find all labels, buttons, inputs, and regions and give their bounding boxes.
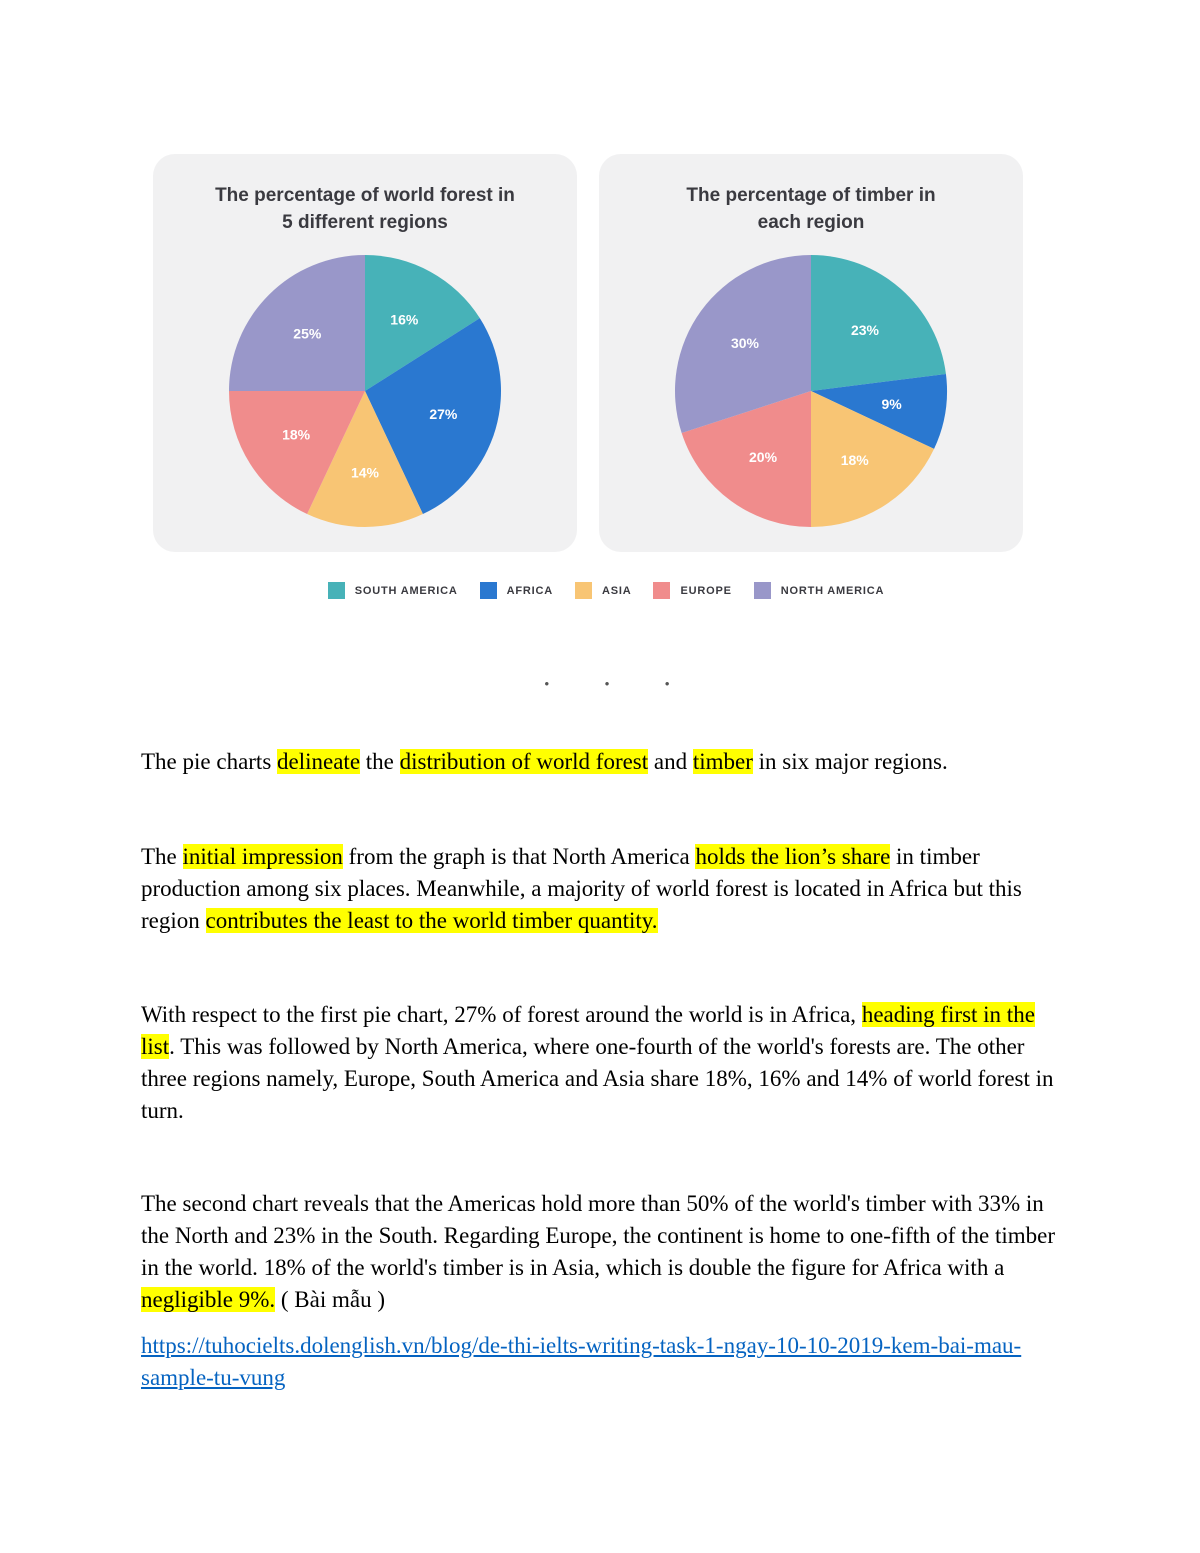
text: in six major regions. — [752, 749, 948, 774]
chart-legend — [0, 582, 1200, 599]
slice-label-africa: 27% — [429, 405, 458, 422]
highlighted-phrase: negligible 9%. — [141, 1287, 276, 1312]
text: from the graph is that North America — [342, 844, 696, 869]
legend-item-europe — [653, 582, 731, 599]
text: The pie charts — [141, 749, 278, 774]
highlighted-phrase: delineate — [277, 749, 361, 774]
slice-label-south-america: 16% — [390, 311, 419, 328]
timber-chart-card — [599, 154, 1023, 552]
legend-item-asia — [575, 582, 631, 599]
timber-pie-chart — [599, 154, 1023, 552]
paragraph-intro — [141, 746, 1066, 778]
text: ( Bài mẫu ) — [275, 1287, 385, 1312]
text: The second chart reveals that the Americas hold more than 50% of the world's timber with 33% in the North and 23% in the South. Regarding Europe, the continent is home to one-fifth of the timber in the world. 18% of the world's timber is in Asia, which is double the figure for Africa with a — [141, 1191, 1056, 1280]
forest-chart-card — [153, 154, 577, 552]
text: With respect to the first pie chart, 27% of forest around the world is in Africa, — [141, 1002, 862, 1027]
legend-label: ASIA — [602, 584, 632, 597]
highlighted-phrase: timber — [692, 749, 753, 774]
forest-pie-chart — [153, 154, 577, 552]
forest-chart-title-line1: The percentage of world forest in — [215, 185, 515, 206]
pie-slice-north-america — [229, 255, 365, 391]
source-link[interactable]: https://tuhocielts.dolenglish.vn/blog/de-thi-ielts-writing-task-1-ngay-10-10-2019-kem-bai-mau-sample-tu-vung — [141, 1333, 1022, 1390]
legend-swatch — [653, 582, 670, 599]
legend-label: EUROPE — [680, 584, 732, 597]
timber-chart-title-line1: The percentage of timber in — [686, 185, 936, 206]
legend-swatch — [328, 582, 345, 599]
legend-item-africa — [480, 582, 553, 599]
source-paragraph — [141, 1330, 1066, 1394]
legend-item-south-america — [328, 582, 458, 599]
legend-swatch — [754, 582, 771, 599]
slice-label-asia: 18% — [840, 451, 869, 468]
slice-label-europe: 18% — [282, 426, 311, 443]
slice-label-africa: 9% — [881, 395, 902, 412]
slice-label-south-america: 23% — [850, 321, 879, 338]
legend-item-north-america — [754, 582, 885, 599]
slice-label-north-america: 30% — [730, 335, 759, 352]
text: . This was followed by North America, where one-fourth of the world's forests are. The other three regions namely, Europe, South America and Asia share 18%, 16% and 14% of world forest in turn. — [141, 1034, 1054, 1123]
text: and — [648, 749, 693, 774]
text: The — [141, 844, 183, 869]
legend-label: NORTH AMERICA — [780, 584, 885, 597]
highlighted-phrase: initial impression — [182, 844, 343, 869]
text: in timber production among six places. Meanwhile, a majority of world forest is located in Africa but this region — [141, 844, 1022, 933]
highlighted-phrase: distribution of world forest — [399, 749, 649, 774]
highlighted-phrase: holds the lion’s share — [695, 844, 891, 869]
legend-label: SOUTH AMERICA — [354, 584, 458, 597]
paragraph-overview — [141, 841, 1066, 937]
legend-swatch — [575, 582, 592, 599]
text: the — [360, 749, 400, 774]
legend-swatch — [480, 582, 497, 599]
timber-chart-title-line2: each region — [757, 212, 865, 233]
slice-label-europe: 20% — [749, 449, 778, 466]
slice-label-asia: 14% — [350, 464, 380, 481]
paragraph-body-1 — [141, 999, 1066, 1127]
highlighted-phrase: contributes the least to the world timber quantity. — [205, 908, 658, 933]
legend-label: AFRICA — [506, 584, 553, 597]
slice-label-north-america: 25% — [293, 325, 322, 342]
forest-chart-title-line2: 5 different regions — [282, 212, 448, 233]
paragraph-body-2 — [141, 1188, 1066, 1316]
separator-dots: • • • — [544, 676, 696, 691]
highlighted-phrase: heading first in the list — [141, 1002, 1035, 1059]
